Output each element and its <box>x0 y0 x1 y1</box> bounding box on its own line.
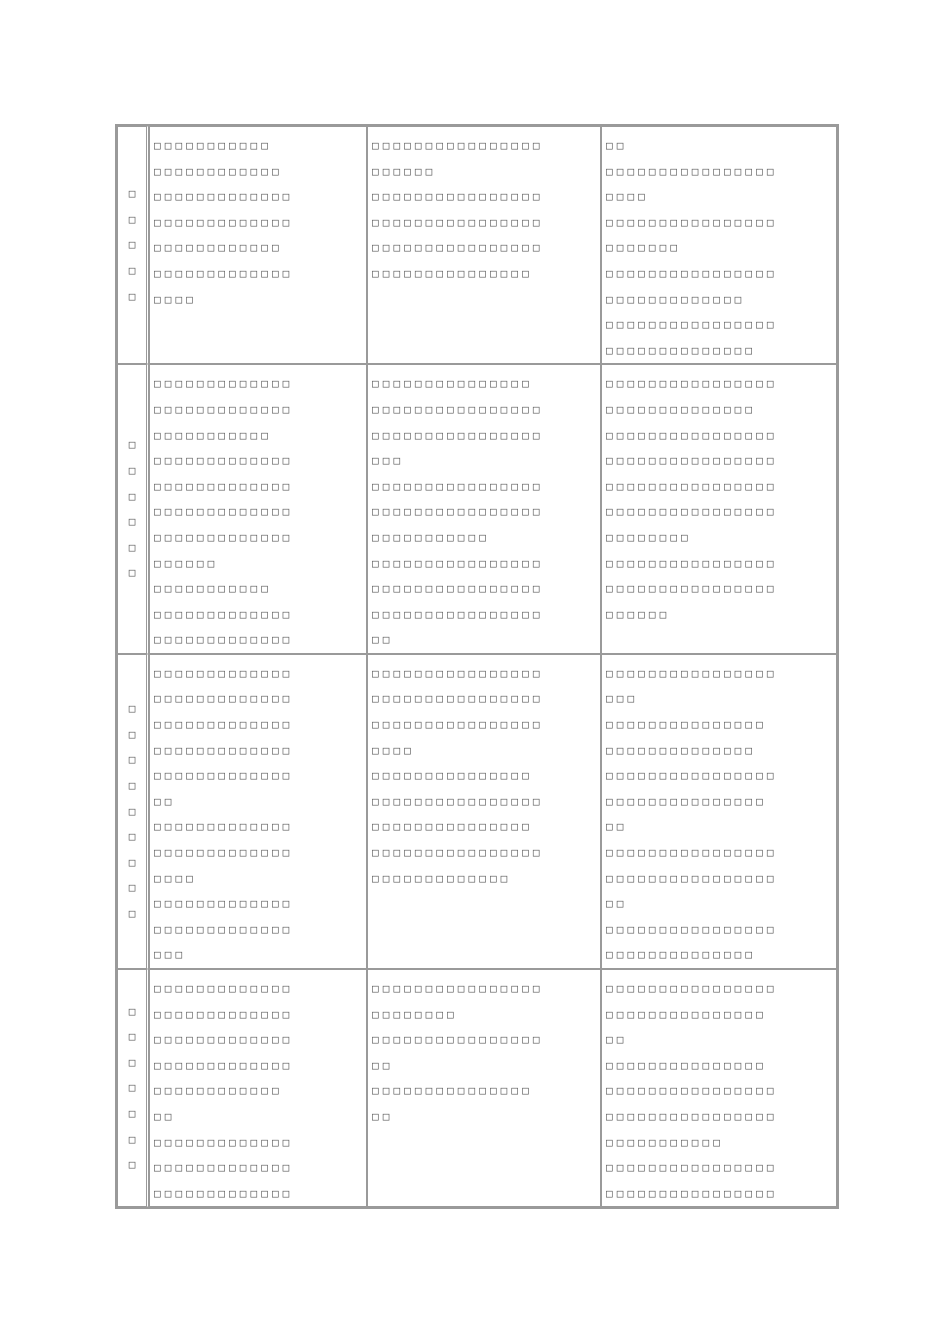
cell-text-line: □□□□□□□□□□□□□□□□ <box>372 666 544 680</box>
cell-text-line: □□□□□□□□□□□□□ <box>154 454 294 468</box>
cell-text-line: □□□□□□□ <box>606 241 682 255</box>
cell-text-line: □□□□□□□□□□□□□□□□ <box>606 922 778 936</box>
cell-text-line: □□□□□□ <box>372 164 437 178</box>
cell-text-line: □□□□□□□□□□□□□□□□ <box>606 769 778 783</box>
side-label-char: □ <box>128 753 136 767</box>
cell-text-line: □□□□□□□□□□□□□□□□ <box>372 982 544 995</box>
cell-text-line: □□□□□□□□□□□□□□□□ <box>372 139 544 152</box>
cell-text-line: □□□□□□□□□□□ <box>372 530 490 544</box>
row-side-label <box>117 126 149 364</box>
cell-text-line: □□□□□□□□□□□□□□□ <box>606 1058 767 1072</box>
side-label-char: □ <box>128 238 136 252</box>
cell-text-line: □□□□□□□□□□□□□□□ <box>606 1007 767 1021</box>
cell-text-line: □□□□□□□□□□□□□ <box>154 377 294 391</box>
side-label-char: □ <box>128 187 136 201</box>
cell-text-line: □□□□□□□□□□□□□□□ <box>372 1084 533 1098</box>
cell-text-line: □□□□□□□□□□□□□□□ <box>372 820 533 834</box>
cell-text-line: □□□□□□□□□□□□□□□□ <box>606 215 778 229</box>
cell-text-line: □□ <box>606 820 628 834</box>
cell-text-line: □□□ <box>154 948 187 962</box>
table-cell-col1 <box>149 654 367 969</box>
cell-text-line: □□□□ <box>606 190 649 204</box>
cell-text-line: □□□□□□□□□□□□□ <box>154 897 294 911</box>
side-label-char: □ <box>128 1106 136 1120</box>
cell-text-line: □□□□□□□□□□□□□□□□ <box>372 846 544 860</box>
cell-text-line: □□□□ <box>372 743 415 757</box>
side-label-char: □ <box>128 1055 136 1069</box>
side-label-char: □ <box>128 804 136 818</box>
cell-text-line: □□□□□□□□□□□□□ <box>154 1135 294 1149</box>
cell-text-line: □□□□□□□□□□□□□ <box>154 505 294 519</box>
cell-text-line: □□□□□□□□□□□□□ <box>154 1058 294 1072</box>
cell-text-line: □□□□□□□□□□□□□□ <box>606 343 757 357</box>
cell-text-line: □□□□ <box>154 871 197 885</box>
cell-text-line: □□□□□□□□□□□□□□□ <box>372 769 533 783</box>
side-label-char: □ <box>128 830 136 844</box>
cell-text-line: □□□□□□□□□□□□□□□□ <box>372 794 544 808</box>
cell-text-line: □□□□□□□□ <box>606 530 692 544</box>
cell-text-line: □□ <box>606 1033 628 1047</box>
cell-text-line: □□□□□□□□□□□□□ <box>154 1033 294 1047</box>
table-row <box>117 364 837 654</box>
cell-text-line: □□□□□□□□□□□□□ <box>154 1186 294 1200</box>
cell-text-line: □□□□□□□□□□□□□□□□ <box>372 190 544 204</box>
cell-text-line: □□□□□□□□□□□□□ <box>154 530 294 544</box>
side-label-char: □ <box>128 1158 136 1172</box>
side-label-char: □ <box>128 289 136 303</box>
cell-text-line: □□□□□□□□□□□□□□□□ <box>606 428 778 442</box>
cell-text-line: □□□□□□□□□□□□□ <box>154 922 294 936</box>
cell-text-line: □□□□□□□□□□□□ <box>154 1084 283 1098</box>
cell-text-line: □□□□□□ <box>606 607 671 621</box>
cell-text-line: □□□□□□□□□□□□□□□□ <box>606 454 778 468</box>
table-row <box>117 126 837 364</box>
table-row <box>117 654 837 969</box>
cell-text-line: □□ <box>154 1109 176 1123</box>
cell-text-line: □□□□□□ <box>154 556 219 570</box>
cell-text-line: □□□□□□□□□□□ <box>154 582 272 596</box>
cell-text-line: □□□□□□□□□□□□□□ <box>606 402 757 416</box>
cell-text-line: □□□□□□□□□□□□□□□□ <box>372 479 544 493</box>
cell-text-line: □□□□□□□□□□□ <box>606 1135 724 1149</box>
cell-text-line: □□□□□□□□□□□□ <box>154 164 283 178</box>
cell-text-line: □□□□□□□□□□□□□□□□ <box>372 402 544 416</box>
side-label-char: □ <box>128 1004 136 1018</box>
cell-text-line: □□□□□□□□□□□□□ <box>154 633 294 647</box>
cell-text-line: □□□□□□□□□□□□□□□□ <box>606 1161 778 1175</box>
table-cell-col1 <box>149 126 367 364</box>
table-cell-col3 <box>601 969 837 1207</box>
cell-text-line: □□□□□□□□□□□□□□□ <box>606 794 767 808</box>
cell-text-line: □□□□□□□□□□□□□□□□ <box>372 607 544 621</box>
side-label-char: □ <box>128 540 136 554</box>
document-table <box>115 124 839 1209</box>
table-row <box>117 969 837 1207</box>
cell-text-line: □□□□□□□□□□□□□ <box>154 1161 294 1175</box>
cell-text-line: □□□□□□□□□□□□□□□□ <box>606 377 778 391</box>
cell-text-line: □□□□□□□□□□□□□□□□ <box>606 318 778 332</box>
cell-text-line: □□□□□□□□□□□□□ <box>154 402 294 416</box>
table-cell-col2 <box>367 126 601 364</box>
cell-text-line: □□□□□□□□□□□□□□□□ <box>606 666 778 680</box>
row-side-label <box>117 654 149 969</box>
cell-text-line: □□□□□□□□□□□□□□□ <box>606 718 767 732</box>
side-label-char: □ <box>128 855 136 869</box>
cell-text-line: □□□□□□□□□□□□□□□□ <box>372 505 544 519</box>
table-cell-col2 <box>367 969 601 1207</box>
cell-text-line: □□□□□□□□□□□□□□□□ <box>372 215 544 229</box>
cell-text-line: □□□□□□□□□□□□□ <box>154 846 294 860</box>
cell-text-line: □□□□□□□□□□□□□ <box>606 292 746 306</box>
cell-text-line: □□ <box>154 794 176 808</box>
table-cell-col2 <box>367 654 601 969</box>
side-label-char: □ <box>128 1132 136 1146</box>
cell-text-line: □□□□□□□□□□□□□ <box>154 607 294 621</box>
cell-text-line: □□□□□□□□□□□□□□□□ <box>606 505 778 519</box>
cell-text-line: □□□□□□□□□□□□□ <box>154 215 294 229</box>
cell-text-line: □□□□□□□□□□□□□□□□ <box>606 479 778 493</box>
side-label-char: □ <box>128 702 136 716</box>
cell-text-line: □□□□□□□□ <box>372 1007 458 1021</box>
cell-text-line: □□□□□□□□□□□□□ <box>154 743 294 757</box>
table-cell-col3 <box>601 126 837 364</box>
cell-text-line: □□□□□□□□□□□□□□□□ <box>606 582 778 596</box>
cell-text-line: □□□□□□□□□□□□□ <box>154 692 294 706</box>
cell-text-line: □□□□ <box>154 292 197 306</box>
cell-text-line: □□□□□□□□□□□□□□□□ <box>372 1033 544 1047</box>
side-label-char: □ <box>128 907 136 921</box>
cell-text-line: □□□□□□□□□□□□□□□□ <box>606 1084 778 1098</box>
table-cell-col3 <box>601 364 837 654</box>
side-label-char: □ <box>128 489 136 503</box>
cell-text-line: □□□ <box>372 454 405 468</box>
cell-text-line: □□□□□□□□□□□□□ <box>154 666 294 680</box>
side-label-char: □ <box>128 881 136 895</box>
cell-text-line: □□ <box>372 633 394 647</box>
cell-text-line: □□□□□□□□□□□□ <box>154 241 283 255</box>
side-label-char: □ <box>128 463 136 477</box>
cell-text-line: □□□□□□□□□□□□□□ <box>606 743 757 757</box>
cell-text-line: □□□□□□□□□□□ <box>154 139 272 152</box>
cell-text-line: □□□□□□□□□□□□□□□□ <box>606 266 778 280</box>
cell-text-line: □□□□□□□□□□□□□ <box>154 190 294 204</box>
side-label-char: □ <box>128 438 136 452</box>
cell-text-line: □□□□□□□□□□□□□□□□ <box>606 556 778 570</box>
cell-text-line: □□□□□□□□□□□□□ <box>154 820 294 834</box>
cell-text-line: □□□□□□□□□□□□□□□ <box>372 266 533 280</box>
cell-text-line: □□□□□□□□□□□□□□□ <box>372 377 533 391</box>
side-label-char: □ <box>128 515 136 529</box>
cell-text-line: □□□□□□□□□□□ <box>154 428 272 442</box>
cell-text-line: □□□□□□□□□□□□□ <box>154 1007 294 1021</box>
cell-text-line: □□□□□□□□□□□□□ <box>154 479 294 493</box>
cell-text-line: □□□□□□□□□□□□□□□□ <box>606 871 778 885</box>
side-label-char: □ <box>128 1081 136 1095</box>
cell-text-line: □□□□□□□□□□□□□□□□ <box>372 428 544 442</box>
cell-text-line: □□□□□□□□□□□□□□□□ <box>606 1186 778 1200</box>
side-label-char: □ <box>128 727 136 741</box>
cell-text-line: □□□□□□□□□□□□□ <box>154 266 294 280</box>
cell-text-line: □□□□□□□□□□□□□□□□ <box>606 164 778 178</box>
cell-text-line: □□ <box>372 1109 394 1123</box>
side-label-char: □ <box>128 263 136 277</box>
side-label-char: □ <box>128 779 136 793</box>
cell-text-line: □□□□□□□□□□□□□ <box>154 769 294 783</box>
cell-text-line: □□□□□□□□□□□□□□□□ <box>372 241 544 255</box>
cell-text-line: □□ <box>606 139 628 152</box>
table-cell-col1 <box>149 364 367 654</box>
cell-text-line: □□□□□□□□□□□□□□□□ <box>606 982 778 995</box>
table-cell-col1 <box>149 969 367 1207</box>
cell-text-line: □□□□□□□□□□□□□□□□ <box>372 582 544 596</box>
cell-text-line: □□□□□□□□□□□□□ <box>372 871 512 885</box>
row-side-label <box>117 364 149 654</box>
table-cell-col2 <box>367 364 601 654</box>
cell-text-line: □□ <box>606 897 628 911</box>
cell-text-line: □□□□□□□□□□□□□ <box>154 982 294 995</box>
cell-text-line: □□□□□□□□□□□□□□ <box>606 948 757 962</box>
cell-text-line: □□□□□□□□□□□□□□□□ <box>372 556 544 570</box>
side-label-char: □ <box>128 566 136 580</box>
cell-text-line: □□□□□□□□□□□□□ <box>154 718 294 732</box>
cell-text-line: □□□□□□□□□□□□□□□□ <box>606 846 778 860</box>
cell-text-line: □□□□□□□□□□□□□□□□ <box>372 692 544 706</box>
cell-text-line: □□□□□□□□□□□□□□□□ <box>372 718 544 732</box>
table-cell-col3 <box>601 654 837 969</box>
row-side-label <box>117 969 149 1207</box>
cell-text-line: □□□ <box>606 692 639 706</box>
side-label-char: □ <box>128 212 136 226</box>
cell-text-line: □□□□□□□□□□□□□□□□ <box>606 1109 778 1123</box>
cell-text-line: □□ <box>372 1058 394 1072</box>
side-label-char: □ <box>128 1030 136 1044</box>
